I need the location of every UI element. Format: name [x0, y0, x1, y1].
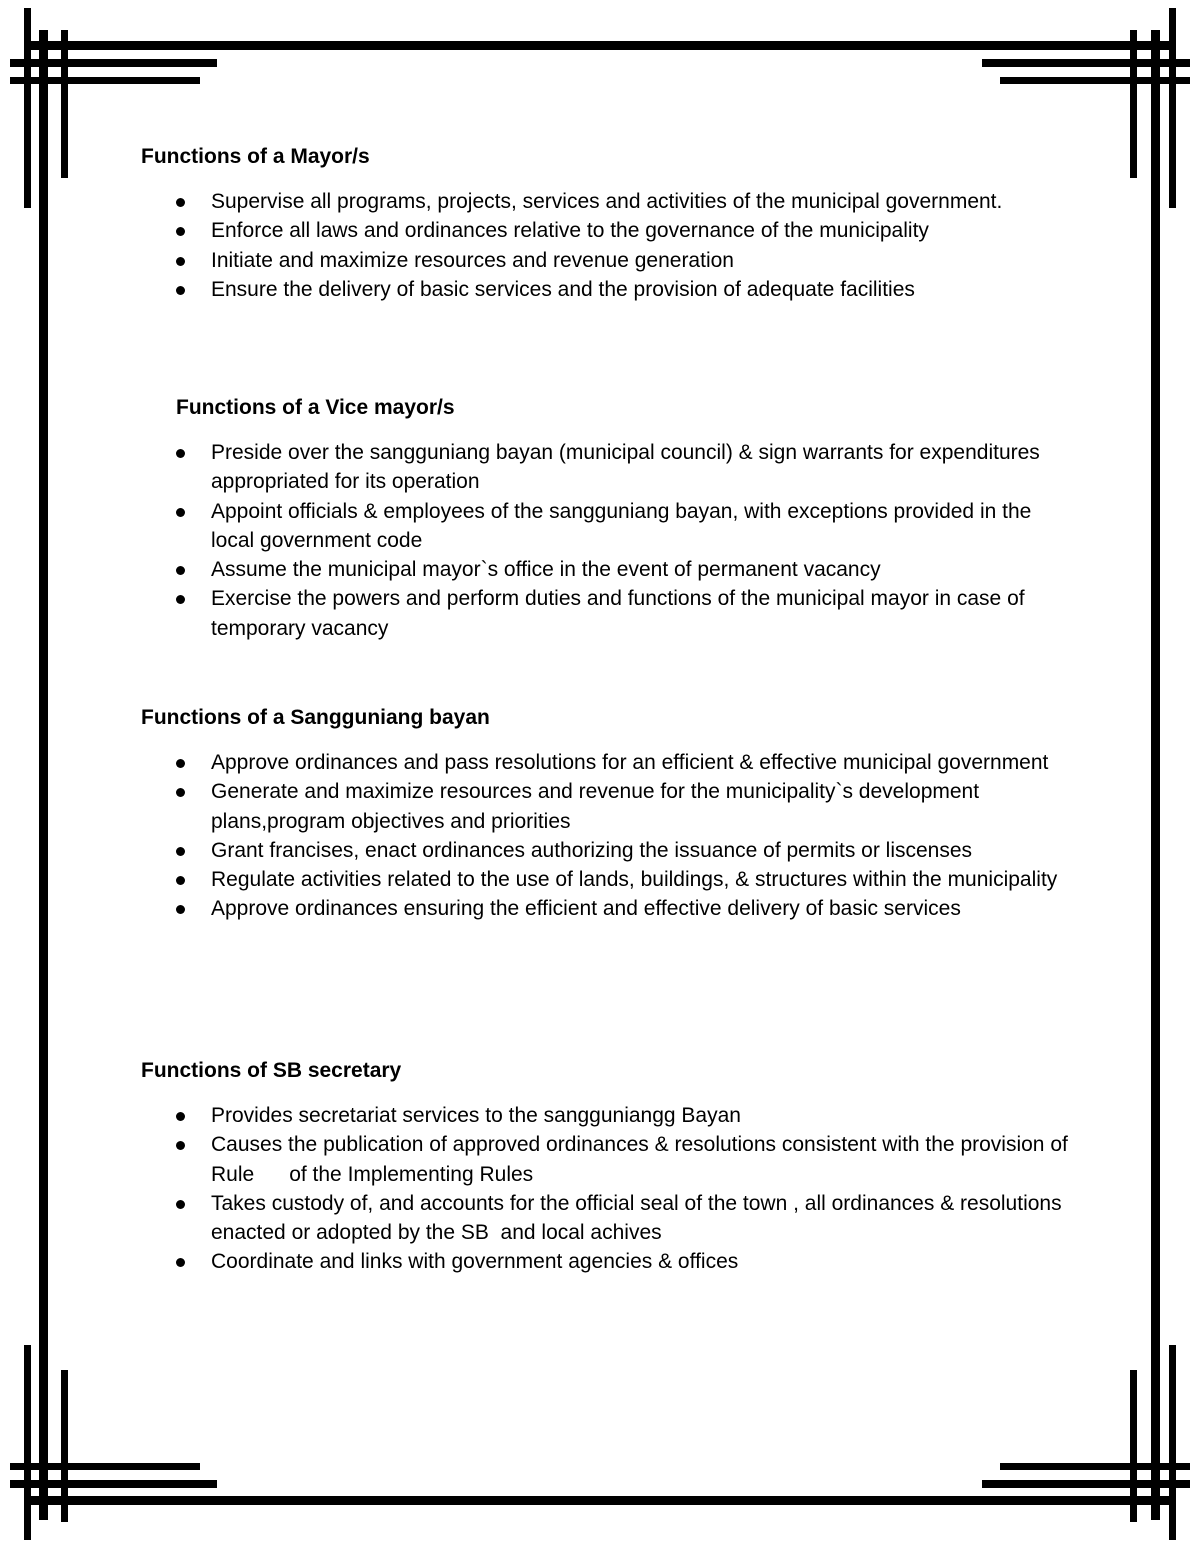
list-item: [211, 497, 1071, 556]
list-item-text: Takes custody of, and accounts for the official seal of the town , all ordinances & resolutions enacted or adopted by the SB and local achives: [211, 1191, 1068, 1245]
list-item: [211, 438, 1071, 497]
list-item: [211, 1101, 1071, 1130]
list-item: [211, 1130, 1074, 1189]
bullet-icon: [176, 1141, 185, 1150]
list-item-text: Regulate activities related to the use of lands, buildings, & structures within the municipality: [211, 868, 1058, 892]
list-item-text: Grant francises, enact ordinances authorizing the issuance of permits or liscenses: [211, 838, 973, 862]
section-heading: Functions of a Vice mayor/s: [176, 396, 455, 419]
list-item-text: Ensure the delivery of basic services and the provision of adequate facilities: [211, 277, 915, 301]
list-item-text: Generate and maximize resources and revenue for the municipality`s development plans,program objectives and priorities: [211, 780, 980, 833]
border-right: [1151, 30, 1160, 1520]
function-list: [141, 187, 1071, 304]
function-list: [141, 1101, 1074, 1277]
bullet-icon: [176, 847, 185, 856]
section-heading: Functions of SB secretary: [141, 1059, 402, 1082]
function-list: [141, 438, 1071, 643]
list-item: [211, 836, 1071, 865]
list-item-text: Assume the municipal mayor`s office in the event of permanent vacancy: [211, 558, 881, 582]
list-item: [211, 187, 1071, 216]
list-item-text: Supervise all programs, projects, services and activities of the municipal government.: [211, 190, 1003, 213]
bullet-icon: [176, 788, 185, 797]
list-item: [211, 894, 1071, 923]
border-bottom: [30, 1496, 1170, 1505]
function-list: [141, 748, 1071, 924]
list-item-text: Appoint officials & employees of the sangguniang bayan, with exceptions provided in the local government code: [211, 499, 1032, 552]
bullet-icon: [176, 905, 185, 914]
bullet-icon: [176, 566, 185, 575]
bullet-icon: [176, 198, 185, 207]
list-item-text: Coordinate and links with government agencies & offices: [211, 1250, 739, 1274]
list-item-text: Initiate and maximize resources and revenue generation: [211, 248, 734, 272]
list-item-text: Enforce all laws and ordinances relative to the governance of the municipality: [211, 219, 929, 243]
section-heading: Functions of a Mayor/s: [141, 145, 370, 168]
bullet-icon: [176, 1200, 185, 1209]
border-left: [39, 30, 48, 1520]
list-item: [211, 748, 1071, 777]
list-item: [211, 275, 1071, 304]
bullet-icon: [176, 876, 185, 885]
bullet-icon: [176, 286, 185, 295]
list-item: [211, 555, 1071, 584]
list-item: [211, 777, 1071, 836]
list-item: [211, 1189, 1071, 1248]
list-item: [211, 216, 1071, 245]
list-item-text: Approve ordinances and pass resolutions for an efficient & effective municipal government: [211, 751, 1049, 774]
list-item: [211, 246, 1071, 275]
bullet-icon: [176, 595, 185, 604]
bullet-icon: [176, 449, 185, 458]
list-item-text: Exercise the powers and perform duties and functions of the municipal mayor in case of temporary vacancy: [211, 587, 1025, 640]
list-item-text: Preside over the sangguniang bayan (municipal council) & sign warrants for expenditures appropriated for its operation: [211, 441, 1040, 494]
list-item-text: Approve ordinances ensuring the efficient and effective delivery of basic services: [211, 897, 961, 921]
list-item-text: Causes the publication of approved ordinances & resolutions consistent with the provision of Rule of the Implementing Rules: [211, 1133, 1074, 1186]
bullet-icon: [176, 1112, 185, 1121]
list-item: [211, 865, 1071, 894]
list-item: [211, 1247, 1071, 1276]
list-item: [211, 584, 1071, 643]
bullet-icon: [176, 257, 185, 266]
bullet-icon: [176, 508, 185, 517]
section-heading: Functions of a Sangguniang bayan: [141, 706, 490, 729]
bullet-icon: [176, 759, 185, 768]
bullet-icon: [176, 1258, 185, 1267]
section-vice-mayor: [141, 393, 1071, 643]
section-sb-secretary: [141, 1056, 1074, 1277]
section-mayor: [141, 142, 1071, 304]
border-top: [30, 41, 1170, 50]
bullet-icon: [176, 227, 185, 236]
section-sangguniang-bayan: [141, 703, 1071, 924]
list-item-text: Provides secretariat services to the sangguniangg Bayan: [211, 1104, 741, 1127]
